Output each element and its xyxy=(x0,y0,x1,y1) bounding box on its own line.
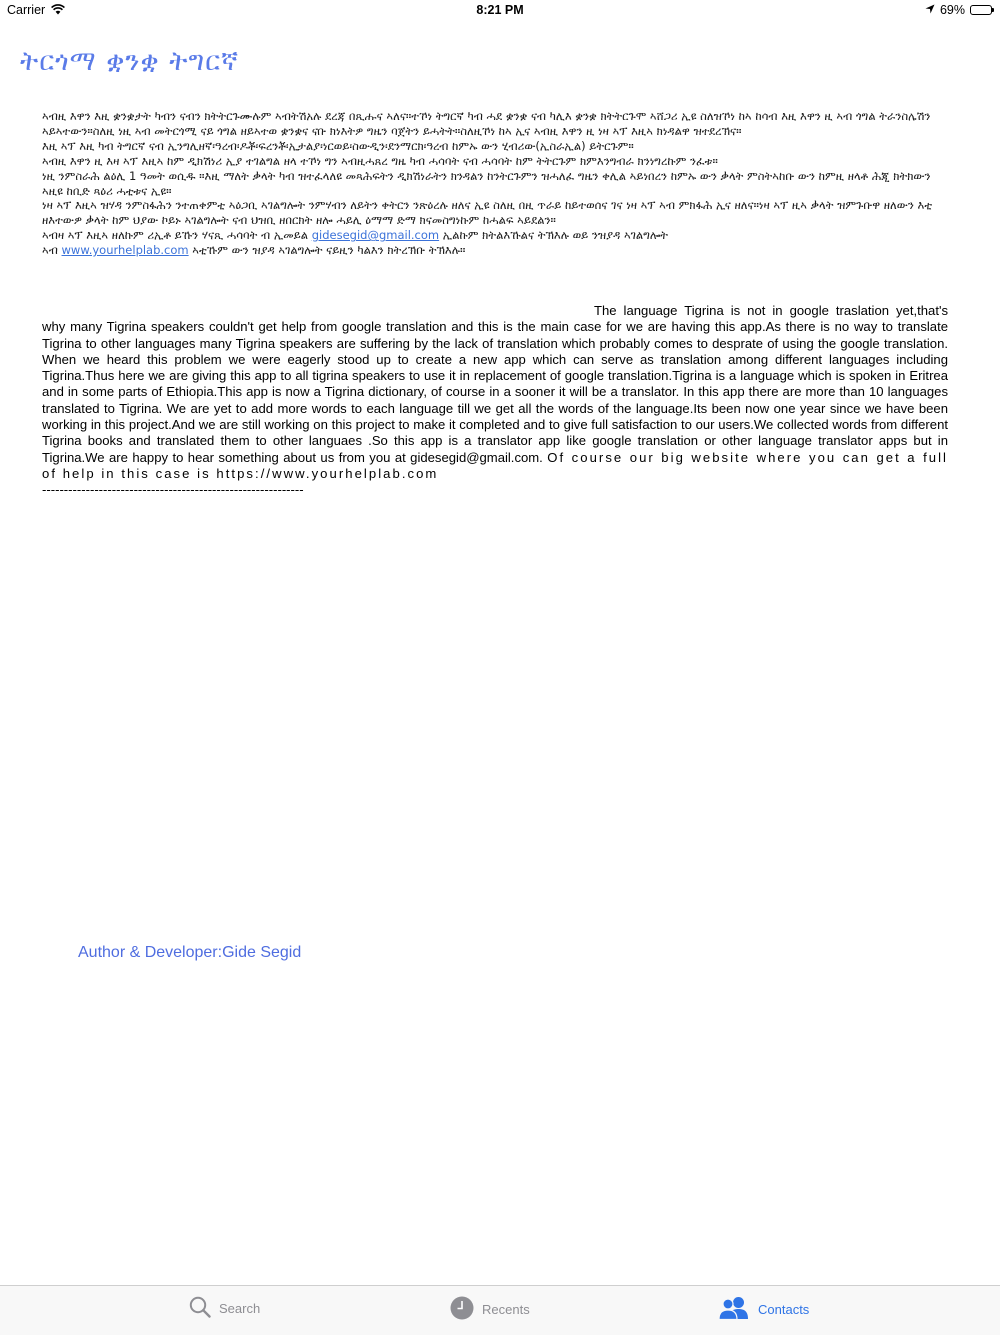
tab-search-label: Search xyxy=(219,1301,261,1316)
tigrinya-paragraph xyxy=(42,243,952,258)
english-description xyxy=(42,303,948,499)
contacts-icon xyxy=(718,1296,750,1323)
website-link[interactable]: www.yourhelplab.com xyxy=(61,243,189,258)
tab-contacts-label: Contacts xyxy=(758,1302,810,1317)
tigrinya-text: ኣቲኹም ውን ዝያዳ ኣገልግሎት ናይዚን ካልእን ክትረኽቡ ትኽእሉ። xyxy=(188,243,466,258)
status-time: 8:21 PM xyxy=(476,3,524,17)
battery-percent: 69% xyxy=(939,3,965,17)
divider-line: ------------------------------------------------------------ xyxy=(42,482,304,498)
tab-search[interactable] xyxy=(189,1296,260,1321)
email-link[interactable]: gidesegid@gmail.com xyxy=(311,228,440,243)
tigrinya-paragraph: እዚ ኣፕ እዚ ካብ ትግርኛ ናብ ኢንግሊዘኛ፡ዓረብ፡ዶቾ፡ፍረንቾ፡ኢታልያ፡ነርወይ፡ስውዲን፡ደንማርክ፡ዓረብ ከምኡ ውን ሂብሪው(ኢስራኢል) ይትርጉም። xyxy=(42,138,634,153)
english-text: The language Tigrina is not in google traslation yet,that's why many Tigrina speakers couldn't get help from google translation and this is the main case for we are having this app.As there is no way to translate Tigrina to other languages many Tigrina speakers are suffering by the lack of translation which probably comes to desprate of using the google translation. When we heard this problem we were eagerly stood up to create a new app which can serve as translation among different languages including Tigrina.Thus here we are giving this app to all tigrina speakers to use it in replacement of google translation.Tigrina is a language which is spoken in Eritrea and in some parts of Ethiopia.This app is now a Tigrina dictionary, of course in a sooner it will be a translator. In this app there are more than 10 languages translated to Tigrina. We are yet to add more words to each language till we get all the words of the language.Its been now one year since we have been working in this project.And we are still working on this project to make it completed and to give full satisfaction to our users.We collected words from different Tigrina books and translated them to other languaes .So this app is a translator app like google translation or other language translator apps but in Tigrina.We are happy to hear something about us from you at gidesegid@gmail.com. xyxy=(42,303,948,465)
tigrinya-paragraph: ነዛ ኣፕ እዚኣ ዝሃዳ ንምስፋሕን ንተጠቀምቲ ኣዕጋቢ ኣገልግሎት ንምሃብን ለይትን ቀትርን ንጽዕረሉ ዘለና ኢዩ ስለዚ በዚ ጥራይ ከይተወሰና ገና ነዛ ኣፕ ኣብ ምክፋሕ ኢና ዘለና።ነዛ ኣፕ ዚኣ ቃላት ዝምጉቡዋ ዘለውን እቲ ዘእተውዎ ቃላት ከም ህያው ኮይኑ ኣገልግሎት ናብ ህዝቢ ዘበርክት ዘሎ ሓይሊ ዕማማ ድማ ክናመስግነኩም ከሓልፍ ኣይደልን። xyxy=(42,198,933,228)
author-label: Author & Developer:Gide Segid xyxy=(78,944,302,961)
tigrinya-paragraph: ኣብዚ እዋን እዚ ቋንቋታት ካብን ናብን ክትትርጉሙሉም ኣብትሽአሉ ደረጃ በጺሑና ኣለና።ተኾነ ትግርኛ ካብ ሓደ ቋንቋ ናብ ካሊእ ቋንቋ ክትትርጉሞ ኣሸጋሪ ኢዩ ስለዝኾነ ከኣ ከሳብ እዚ እዋን ዚ ኣብ ጎግል ትራንስሌሽን ኣይኣተውን።ስለዚ ነዚ ኣብ መትርጎሚ ናይ ጎግል ዘይኣተወ ቋንቋና ናቡ ክነእትዎ ግዜን ባጀትን ይሓትት።ስለዚኾነ ከኣ ኢና ኣብዚ እዋን ዚ ነዛ ኣፕ እዚኣ ክነዳልዋ ዝተደረኽና። xyxy=(42,109,931,138)
website-line: Of course our big website where you can get a full of help in this case is https://www.yourhelplab.com xyxy=(42,449,949,481)
tigrinya-text: ኢልኩም ክትልእኹልና ትኽእሉ ወይ ንዝያዳ ኣገልግሎት xyxy=(439,228,669,243)
status-bar xyxy=(0,0,1000,22)
battery-icon xyxy=(970,5,992,15)
tigrinya-description xyxy=(42,109,952,258)
tab-recents-label: Recents xyxy=(482,1302,530,1317)
search-icon xyxy=(189,1296,211,1321)
tab-recents[interactable] xyxy=(450,1296,530,1323)
tigrinya-paragraph: ኣብዚ እዋን ዚ እዛ ኣፕ እዚኣ ከም ዲክሽነሪ ኢያ ተገልግል ዘላ ተኾነ ግን ኣብዚሓጸረ ግዜ ካብ ሓሳባት ናብ ሓሳባት ከም ትትርጉም ክምእንግብራ ክንነግረኩም ንፈቱ። xyxy=(42,153,718,168)
tigrinya-paragraph: ነዚ ንምስራሕ ልዕሊ 1 ዓመት ወሲዱ ።እዚ ማለት ቃላት ካብ ዝተፈላለዩ መጻሕፍትን ዲክሽነራትን ክንዳልን ከንትርጉምን ዝሓለፈ ግዜን ቀሊል ኣይነበረን ከምኡ ውን ቃላት ምስትኣከቡ ውን ከምዚ ዘላቶ ሕጂ ክትክውን ኣዚዩ ከቢድ ጻዕሪ ሓቲቱና ኢዩ። xyxy=(42,168,931,198)
tigrinya-paragraph xyxy=(42,228,952,243)
location-arrow-icon xyxy=(925,3,935,17)
tigrinya-text: ኣብ xyxy=(42,243,62,258)
tigrinya-text: ኣብዛ ኣፕ እዚኣ ዘለኩም ሪኢቶ ይኹን ሃናጺ ሓሳባት ብ ኢመይል xyxy=(42,228,312,243)
clock-icon xyxy=(450,1296,474,1323)
tab-contacts[interactable] xyxy=(718,1296,809,1323)
page-title: ትርጎማ ቋንቋ ትግርኛ xyxy=(20,46,240,77)
carrier-label: Carrier xyxy=(7,3,46,17)
tab-bar xyxy=(0,1285,1000,1335)
